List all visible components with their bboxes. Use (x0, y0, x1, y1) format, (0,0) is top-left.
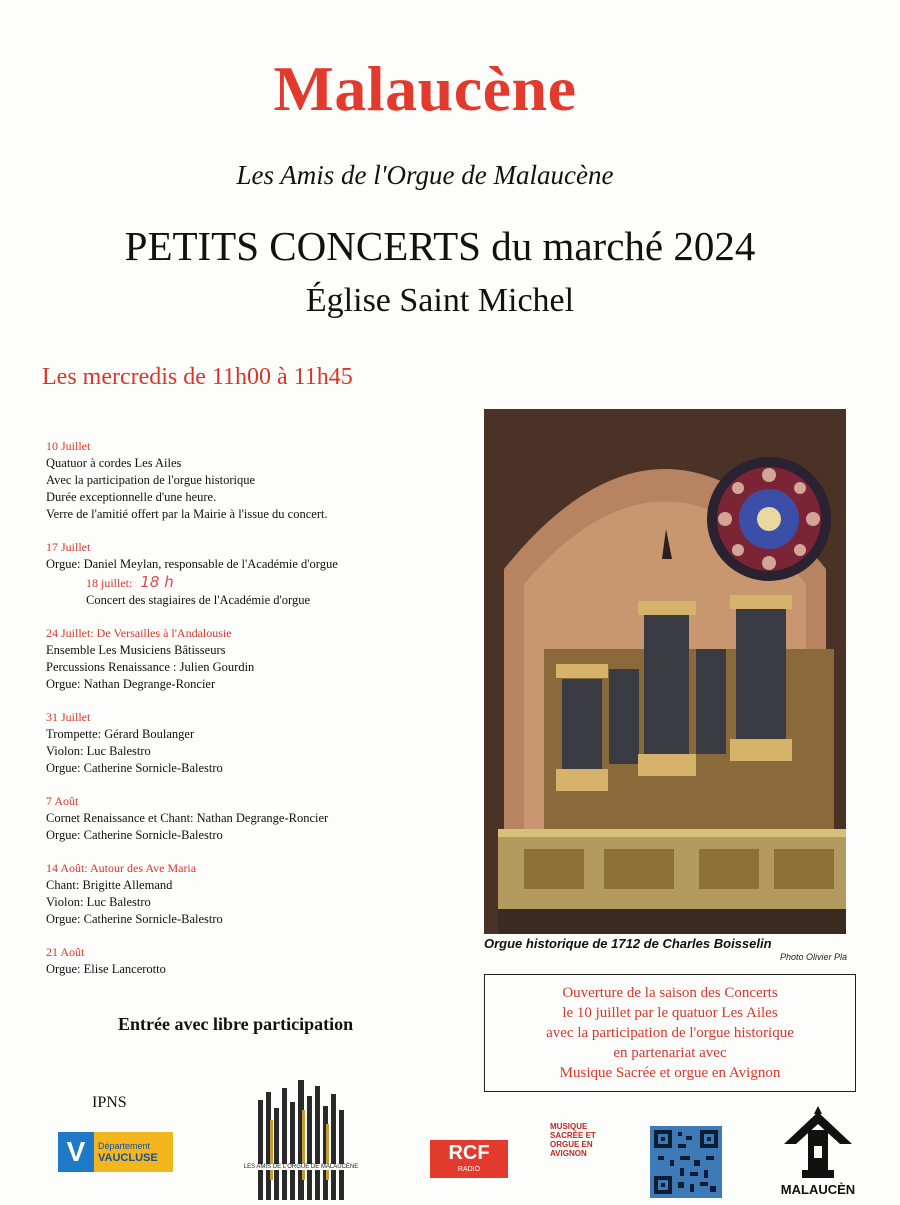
opening-line: le 10 juillet par le quatuor Les Ailes (562, 1005, 778, 1021)
vaucluse-v-icon: V (58, 1132, 94, 1172)
event-line: Durée exceptionnelle d'une heure. (46, 490, 217, 504)
event-31-juillet (46, 709, 466, 777)
organ-photo (484, 409, 846, 934)
church-tower-icon (778, 1106, 858, 1182)
event-line: Violon: Luc Balestro (46, 744, 151, 758)
ipns-label: IPNS (92, 1094, 127, 1111)
vaucluse-logo (58, 1132, 173, 1172)
malaucene-logo (778, 1106, 858, 1200)
photo-credit: Photo Olivier Pla (780, 952, 848, 962)
event-line: Cornet Renaissance et Chant: Nathan Degrange-Roncier (46, 811, 329, 825)
opening-announcement (484, 974, 856, 1092)
concert-series-title: PETITS CONCERTS du marché 2024 (124, 223, 756, 269)
concert-hours: Les mercredis de 11h00 à 11h45 (42, 364, 353, 390)
event-line: Avec la participation de l'orgue historique (46, 473, 256, 487)
malaucene-logo-text: MALAUCÈN (780, 1182, 856, 1197)
event-line: Orgue: Daniel Meylan, responsable de l'Académie d'orgue (46, 557, 338, 571)
amis-orgue-logo (240, 1080, 362, 1200)
church-name: Église Saint Michel (305, 282, 575, 319)
event-date: 14 Août: Autour des Ave Maria (46, 861, 197, 875)
event-line: Quatuor à cordes Les Ailes (46, 456, 182, 470)
entry-notice: Entrée avec libre participation (118, 1014, 354, 1034)
event-date: 7 Août (46, 794, 79, 808)
event-10-juillet (46, 438, 466, 523)
rcf-logo-sub: RADIO (457, 1166, 481, 1173)
opening-line: Musique Sacrée et orgue en Avignon (559, 1065, 781, 1081)
organ-pipes-icon (240, 1080, 362, 1200)
event-date: 10 Juillet (46, 439, 91, 453)
opening-line: Ouverture de la saison des Concerts (562, 985, 778, 1001)
event-line: Orgue: Elise Lancerotto (46, 962, 166, 976)
vaucluse-logo-line2: VAUCLUSE (98, 1152, 158, 1164)
event-line: Ensemble Les Musiciens Bâtisseurs (46, 643, 226, 657)
event-line: Concert des stagiaires de l'Académie d'orgue (86, 593, 310, 607)
concert-schedule (46, 438, 466, 994)
event-line: Trompette: Gérard Boulanger (46, 727, 195, 741)
rcf-radio-logo (430, 1140, 508, 1178)
event-line: Orgue: Catherine Sornicle-Balestro (46, 761, 223, 775)
event-line: Violon: Luc Balestro (46, 895, 151, 909)
vaucluse-logo-line1: Département (98, 1141, 151, 1151)
town-title: Malaucène (273, 53, 577, 124)
musique-sacree-logo: MUSIQUE SACRÉE ET ORGUE EN AVIGNON (550, 1122, 602, 1188)
event-sub (46, 573, 466, 609)
event-24-juillet (46, 625, 466, 693)
association-name: Les Amis de l'Orgue de Malaucène (236, 160, 614, 190)
handwritten-time: 18 h (140, 573, 174, 591)
opening-line: avec la participation de l'orgue historique (546, 1025, 794, 1041)
event-line: Orgue: Nathan Degrange-Roncier (46, 677, 216, 691)
event-17-juillet (46, 539, 466, 609)
amis-logo-text: LES AMIS DE L'ORGUE DE MALAUCÈNE (240, 1164, 362, 1170)
event-date: 24 Juillet: De Versailles à l'Andalousie (46, 626, 232, 640)
event-line: Orgue: Catherine Sornicle-Balestro (46, 912, 223, 926)
event-line: Percussions Renaissance : Julien Gourdin (46, 660, 255, 674)
event-date: 17 Juillet (46, 540, 91, 554)
event-date: 21 Août (46, 945, 85, 959)
event-21-aout (46, 944, 466, 978)
photo-caption: Orgue historique de 1712 de Charles Boisselin (484, 936, 772, 951)
event-line: Chant: Brigitte Allemand (46, 878, 173, 892)
event-sub-date: 18 juillet: (86, 576, 133, 590)
event-line: Orgue: Catherine Sornicle-Balestro (46, 828, 223, 842)
event-date: 31 Juillet (46, 710, 91, 724)
event-7-aout (46, 793, 466, 844)
event-line: Verre de l'amitié offert par la Mairie à l'issue du concert. (46, 507, 328, 521)
organ-illustration (484, 409, 846, 934)
qr-code-icon[interactable] (650, 1126, 722, 1198)
opening-line: en partenariat avec (613, 1045, 727, 1061)
rcf-logo-text: RCF (448, 1142, 490, 1164)
event-14-aout (46, 860, 466, 928)
